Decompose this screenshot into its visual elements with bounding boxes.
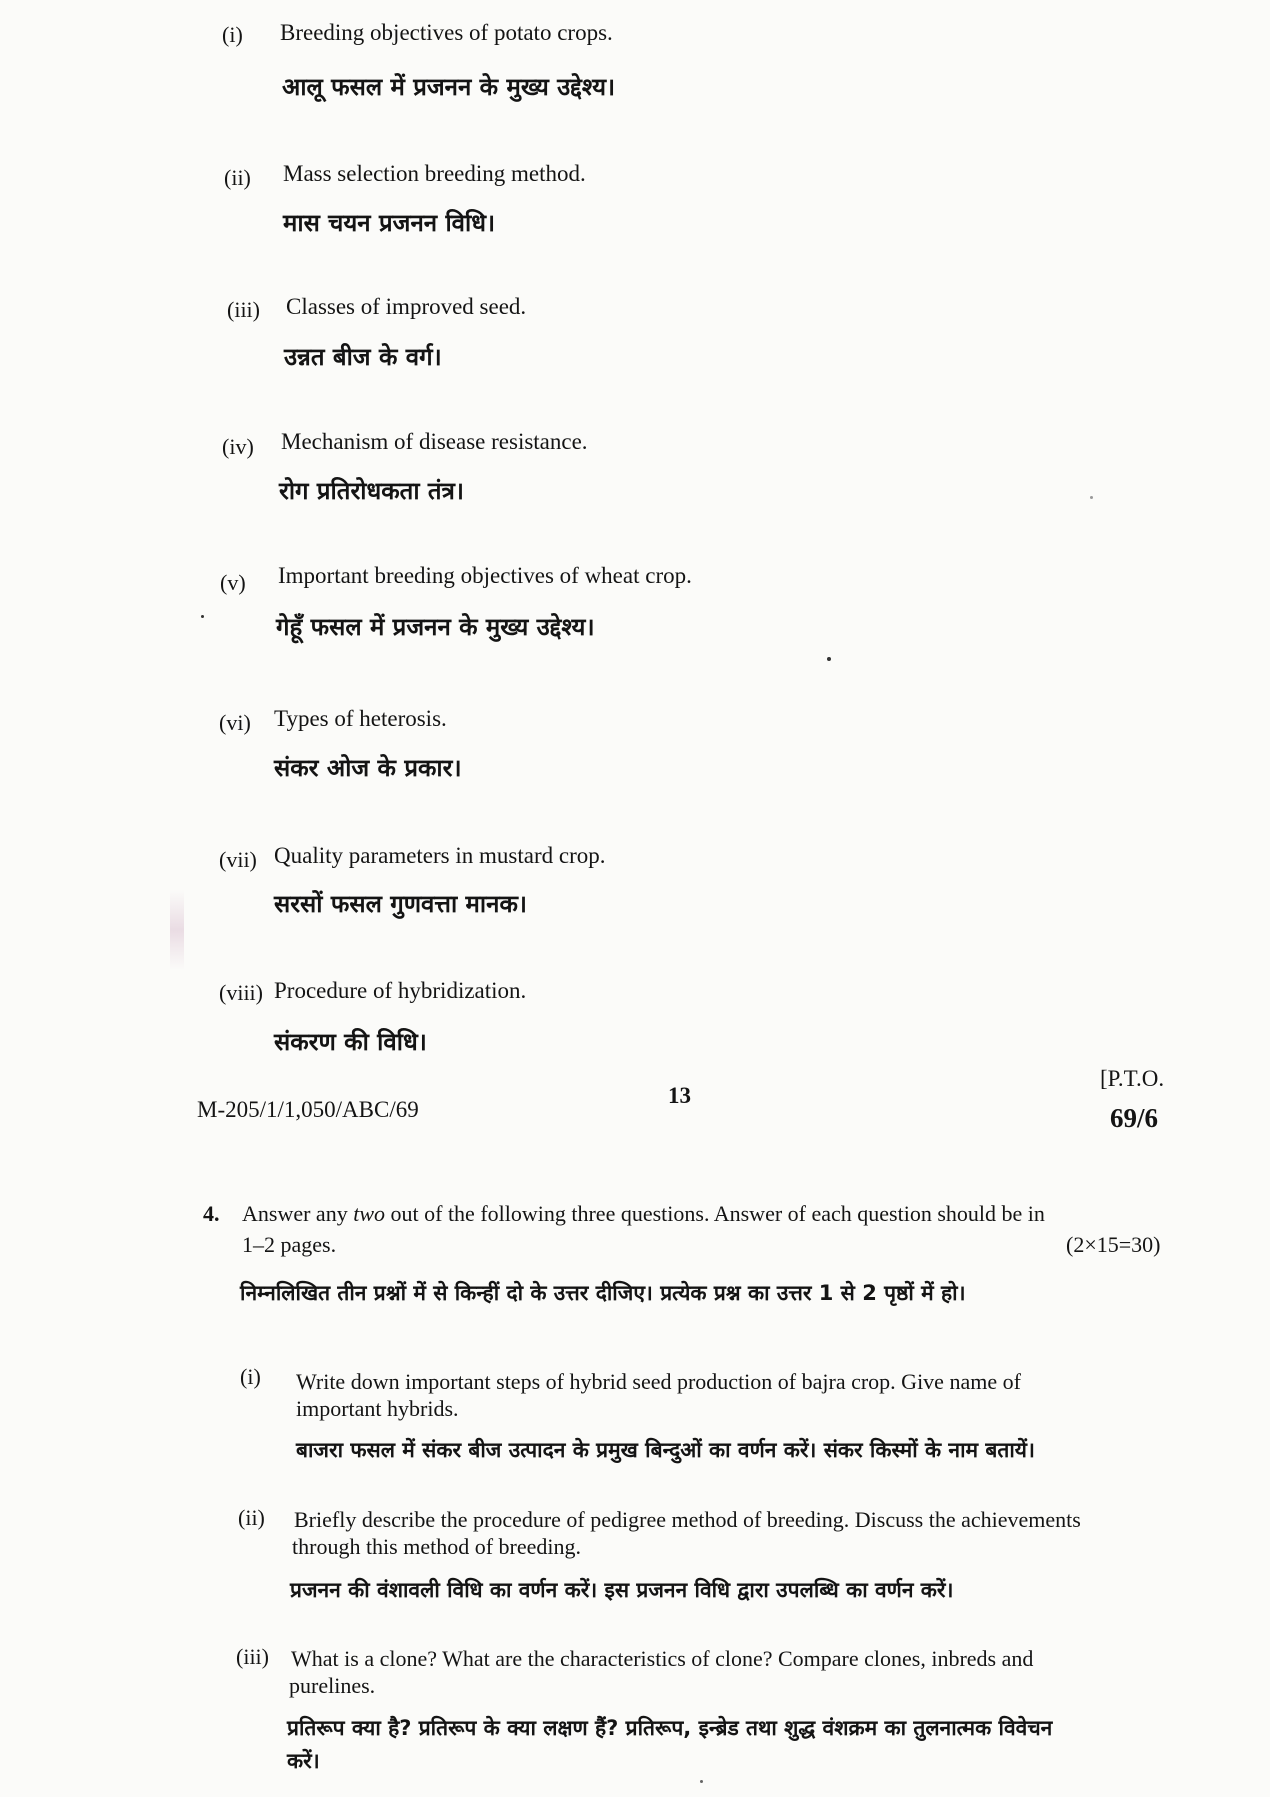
sub-question-hindi-line: करें।: [287, 1749, 320, 1773]
item-english-text: Breeding objectives of potato crops.: [280, 20, 613, 45]
item-hindi-text: गेहूँ फसल में प्रजनन के मुख्य उद्देश्य।: [276, 613, 595, 641]
set-number: 69/6: [1110, 1103, 1159, 1133]
item-number: (viii): [219, 980, 263, 1005]
scan-smudge: [170, 890, 184, 970]
emphasis-text: two: [353, 1201, 385, 1226]
sub-question-hindi-line: बाजरा फसल में संकर बीज उत्पादन के प्रमुख बिन्दुओं का वर्णन करें। संकर किस्मों के नाम बतायें।: [296, 1438, 1035, 1462]
question-instruction: Answer any two out of the following three questions. Answer of each question should be in: [242, 1201, 1045, 1226]
scan-speck: [1090, 496, 1093, 499]
item-english-text: Procedure of hybridization.: [274, 978, 527, 1003]
item-english-text: Classes of improved seed.: [286, 294, 527, 319]
item-number: (vi): [219, 710, 251, 735]
item-hindi-text: संकर ओज के प्रकार।: [274, 754, 462, 782]
sub-question-english-line: What is a clone? What are the characteristics of clone? Compare clones, inbreds and: [291, 1646, 1034, 1671]
item-hindi-text: संकरण की विधि।: [274, 1028, 427, 1056]
question-number: 4.: [203, 1201, 220, 1226]
sub-question-english-line: through this method of breeding.: [292, 1534, 582, 1559]
sub-question-english-line: purelines.: [289, 1673, 376, 1698]
sub-question-english-line: Write down important steps of hybrid seed production of bajra crop. Give name of: [296, 1369, 1021, 1394]
item-number: (ii): [224, 165, 251, 190]
pto-label: [P.T.O.: [1100, 1066, 1165, 1091]
item-english-text: Important breeding objectives of wheat crop.: [278, 563, 692, 588]
sub-question-hindi-line: प्रजनन की वंशावली विधि का वर्णन करें। इस प्रजनन विधि द्वारा उपलब्धि का वर्णन करें।: [290, 1578, 954, 1602]
item-hindi-text: रोग प्रतिरोधकता तंत्र।: [279, 477, 464, 505]
question-hindi-instruction: निम्नलिखित तीन प्रश्नों में से किन्हीं दो के उत्तर दीजिए। प्रत्येक प्रश्न का उत्तर 1 से 2 पृष्ठों में हो।: [240, 1281, 966, 1305]
question-instruction-line2: 1–2 pages.: [242, 1232, 337, 1257]
item-hindi-text: सरसों फसल गुणवत्ता मानक।: [274, 890, 527, 918]
item-number: (vii): [219, 847, 257, 872]
sub-question-english-line: Briefly describe the procedure of pedigree method of breeding. Discuss the achievements: [294, 1507, 1081, 1532]
item-number: (i): [222, 22, 243, 47]
item-english-text: Mechanism of disease resistance.: [281, 429, 588, 454]
item-hindi-text: उन्नत बीज के वर्ग।: [284, 343, 442, 371]
marks-label: (2×15=30): [1066, 1232, 1161, 1257]
sub-question-english-line: important hybrids.: [296, 1396, 459, 1421]
item-number: (v): [220, 570, 246, 595]
item-english-text: Mass selection breeding method.: [283, 161, 586, 186]
sub-question-number: (i): [240, 1364, 261, 1389]
item-number: (iv): [222, 434, 254, 459]
sub-question-number: (iii): [236, 1644, 269, 1669]
item-english-text: Types of heterosis.: [274, 706, 447, 731]
item-hindi-text: आलू फसल में प्रजनन के मुख्य उद्देश्य।: [282, 73, 616, 101]
paper-code: M-205/1/1,050/ABC/69: [197, 1097, 419, 1122]
item-number: (iii): [227, 297, 260, 322]
scan-speck: [201, 615, 204, 618]
scan-speck: [700, 1780, 703, 1783]
item-english-text: Quality parameters in mustard crop.: [274, 843, 606, 868]
page-number: 13: [668, 1083, 691, 1108]
scan-speck: [827, 657, 831, 661]
sub-question-number: (ii): [238, 1505, 265, 1530]
sub-question-hindi-line: प्रतिरूप क्या है? प्रतिरूप के क्या लक्षण हैं? प्रतिरूप, इन्ब्रेड तथा शुद्ध वंशक्रम का तुलनात्मक विवेचन: [287, 1716, 1053, 1740]
item-hindi-text: मास चयन प्रजनन विधि।: [283, 209, 496, 237]
